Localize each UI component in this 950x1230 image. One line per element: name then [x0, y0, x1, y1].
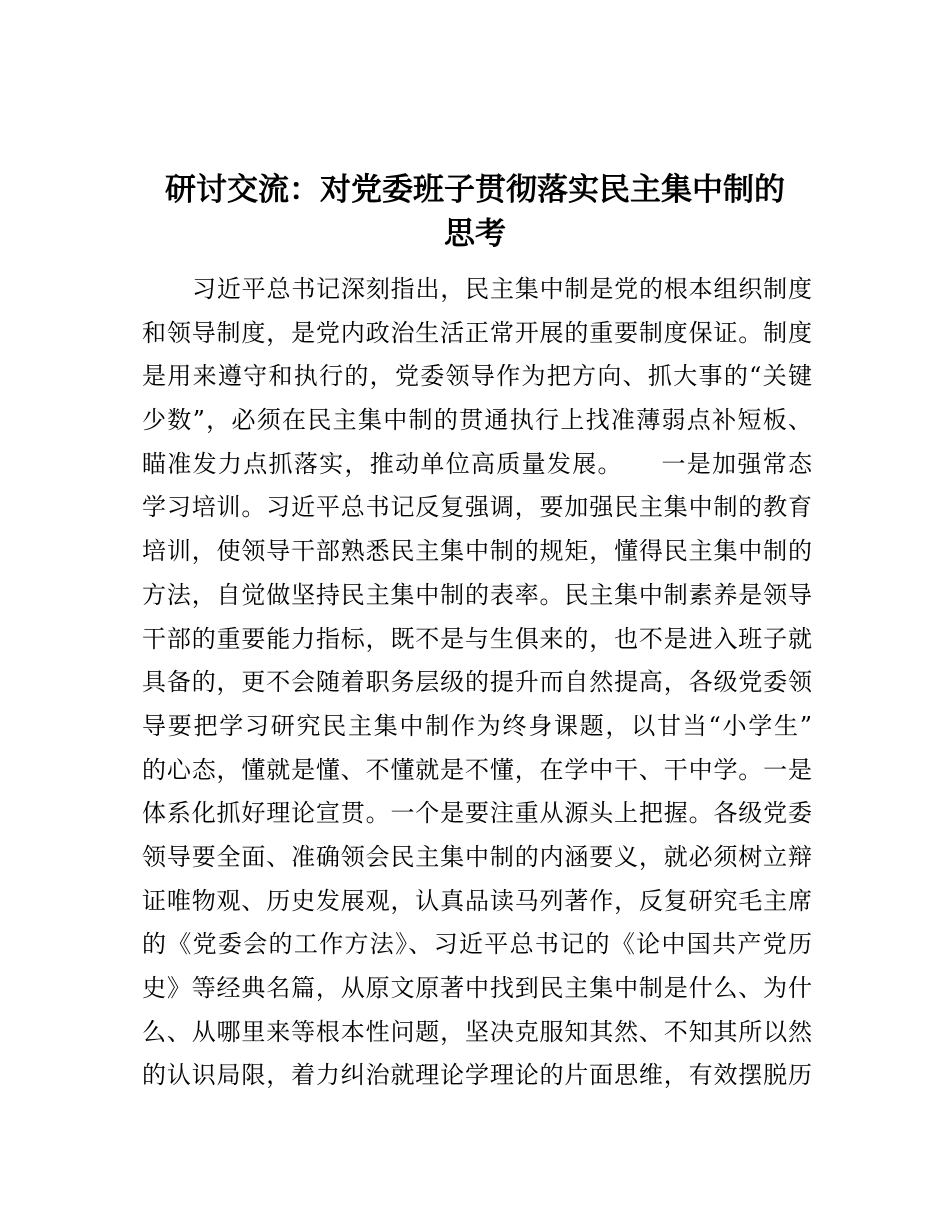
body-line: 少数”，必须在民主集中制的贯通执行上找准薄弱点补短板、 [142, 406, 812, 435]
body-line: 体系化抓好理论宣贯。一个是要注重从源头上把握。各级党委 [142, 799, 812, 828]
body-line: 和领导制度，是党内政治生活正常开展的重要制度保证。制度 [142, 318, 812, 347]
body-line: 的认识局限，着力纠治就理论学理论的片面思维，有效摆脱历 [142, 1061, 812, 1090]
document-title [120, 168, 830, 256]
body-line: 瞄准发力点抓落实，推动单位高质量发展。 一是加强常态 [142, 449, 812, 478]
body-line: 的《党委会的工作方法》、习近平总书记的《论中国共产党历 [142, 930, 812, 959]
body-line: 方法，自觉做坚持民主集中制的表率。民主集中制素养是领导 [142, 580, 812, 609]
body-line: 习近平总书记深刻指出，民主集中制是党的根本组织制度 [192, 275, 812, 303]
body-line: 证唯物观、历史发展观，认真品读马列著作，反复研究毛主席 [142, 886, 812, 915]
body-line: 干部的重要能力指标，既不是与生俱来的，也不是进入班子就 [142, 624, 812, 653]
body-line: 具备的，更不会随着职务层级的提升而自然提高，各级党委领 [142, 668, 812, 697]
title-line-2: 思考 [444, 216, 506, 252]
document-body [142, 268, 812, 1098]
body-line: 的心态，懂就是懂、不懂就是不懂，在学中干、干中学。一是 [142, 755, 812, 784]
body-line: 培训，使领导干部熟悉民主集中制的规矩，懂得民主集中制的 [142, 537, 812, 566]
body-line: 领导要全面、准确领会民主集中制的内涵要义，就必须树立辩 [142, 842, 812, 871]
body-line: 导要把学习研究民主集中制作为终身课题，以甘当“小学生” [142, 711, 812, 740]
body-line: 学习培训。习近平总书记反复强调，要加强民主集中制的教育 [142, 493, 812, 522]
body-line: 么、从哪里来等根本性问题，坚决克服知其然、不知其所以然 [142, 1017, 812, 1046]
body-line: 史》等经典名篇，从原文原著中找到民主集中制是什么、为什 [142, 974, 812, 1002]
body-line: 是用来遵守和执行的，党委领导作为把方向、抓大事的“关键 [142, 362, 812, 391]
title-line-1: 研讨交流：对党委班子贯彻落实民主集中制的 [165, 172, 785, 208]
